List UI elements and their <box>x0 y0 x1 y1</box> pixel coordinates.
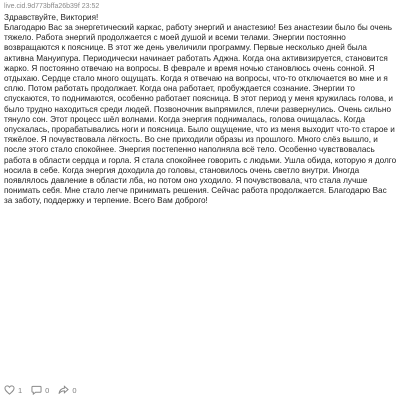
post-body: Благодарю Вас за энергетический каркас, работу энергий и анастезию! Без анастезии было бы очень тяжело. Работа энергий продолжается с моей душой и всеми телами. Энергии постоянно возвращаются к пояснице. В этот же день увеличили программу. Первые несколько дней была активна Мануипура. Периодически начинает работать Аджна. Когда она активизируется, становится жарко. Я постоянно отвечаю на вопросы. В феврале и время ночью становлюсь очень сонной. Я отдыхаю. Сердце стало много ощущать. Когда я отвечаю на вопросы, что-то отключается во мне и я сплю. Потом работать продолжает. Когда она работает, пробуждается сознание. Энергии то спускаются, то поднимаются, особенно работает поясница. В этот период у меня кружилась голова, и было трудно находиться среди людей. Позвоночник выпрямился, плечи развернулись. Очень сильно тянуло сон. Этот процесс шёл волнами. Когда энергия поднималась, голова очищалась. Когда опускалась, прорабатывались ноги и поясница. Было ощущение, что из меня выходит что-то старое и тяжёлое. Я почувствовала лёгкость. Во сне приходили образы из прошлого. Много слёз вышло, и после этого стало спокойнее. Энергия постепенно наполняла всё тело. Особенно чувствовалась работа в области сердца и горла. Я стала спокойнее говорить с людьми. Ушла обида, которую я долго носила в себе. Когда энергия доходила до головы, становилось очень светло внутри. Иногда появлялось давление в области лба, но потом оно уходило. Я почувствовала, что стала лучше понимать себя. Мне стало легче принимать решения. Сейчас работа продолжается. Благодарю Вас за заботу, поддержку и терпение. Всего Вам доброго! <box>4 23 397 206</box>
likes-count: 1 <box>18 385 23 395</box>
shares-count: 0 <box>72 385 77 395</box>
post-greeting: Здравствуйте, Виктория! <box>4 13 99 22</box>
post-footer <box>4 383 86 397</box>
share-icon[interactable] <box>58 385 69 395</box>
heart-icon[interactable] <box>4 385 15 395</box>
comment-icon[interactable] <box>31 385 42 395</box>
comments-count: 0 <box>45 385 50 395</box>
post-meta: live.cid.9d773bffa26b39f 23:52 <box>4 3 100 10</box>
